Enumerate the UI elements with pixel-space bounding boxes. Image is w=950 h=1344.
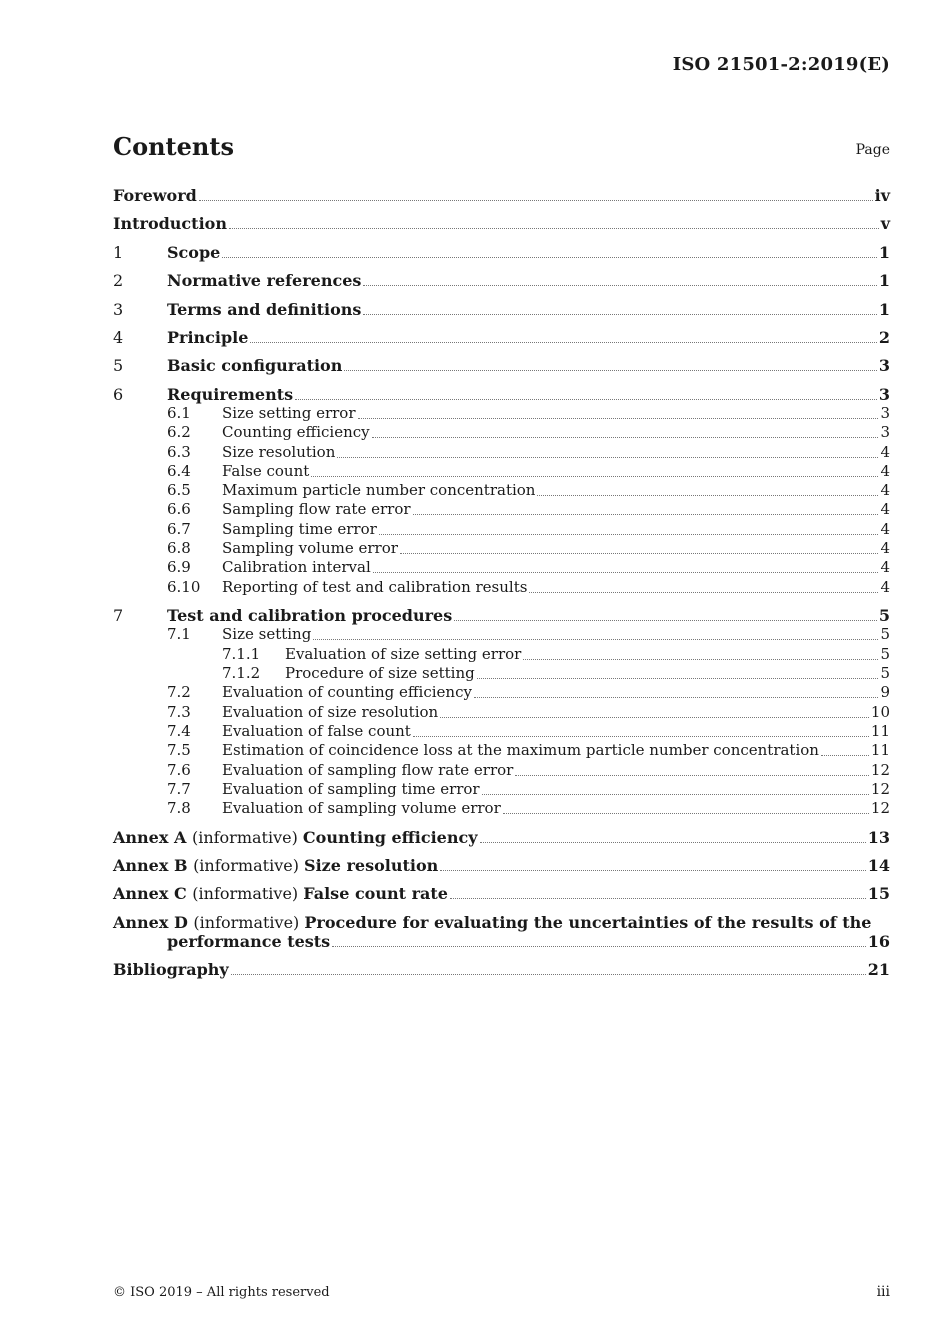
toc-entry-page: 1 bbox=[878, 300, 890, 319]
toc-entry-page: 4 bbox=[880, 578, 890, 596]
toc-entry-number: 7.3 bbox=[167, 703, 191, 721]
dot-leader bbox=[440, 716, 869, 718]
toc-entry-title: Evaluation of sampling flow rate error bbox=[222, 761, 514, 779]
toc-entry-title: Sampling flow rate error bbox=[222, 500, 411, 518]
dot-leader bbox=[379, 533, 879, 535]
annex-tag: (informative) bbox=[193, 856, 305, 875]
toc-entry[interactable] bbox=[113, 423, 890, 443]
dot-leader bbox=[199, 199, 873, 201]
toc-entry-number: 7.6 bbox=[167, 761, 191, 779]
annex-title: False count rate bbox=[303, 884, 448, 903]
toc-entry-title: Size resolution bbox=[222, 443, 336, 461]
dot-leader bbox=[222, 256, 877, 258]
dot-leader bbox=[450, 897, 866, 899]
dot-leader bbox=[363, 313, 876, 315]
toc-entry[interactable] bbox=[113, 884, 890, 904]
toc-entry-page: 3 bbox=[878, 356, 890, 375]
dot-leader bbox=[474, 696, 878, 698]
toc-entry-number: 4 bbox=[113, 328, 124, 347]
dot-leader bbox=[477, 677, 879, 679]
toc-entry[interactable] bbox=[113, 404, 890, 424]
toc-entry-title: Reporting of test and calibration results bbox=[222, 578, 528, 596]
dot-leader bbox=[337, 456, 878, 458]
toc-entry-number: 7.4 bbox=[167, 722, 191, 740]
toc-entry-number: 7.1.2 bbox=[222, 664, 261, 682]
toc-entry-number: 7.2 bbox=[167, 683, 191, 701]
dot-leader bbox=[229, 227, 879, 229]
dot-leader bbox=[400, 552, 879, 554]
toc-entry-number: 5 bbox=[113, 356, 124, 375]
toc-entry-title bbox=[113, 856, 438, 875]
toc-entry-title: performance tests bbox=[167, 932, 331, 951]
toc-entry-title: Normative references bbox=[167, 271, 362, 290]
toc-entry[interactable] bbox=[113, 703, 890, 723]
toc-entry[interactable] bbox=[113, 761, 890, 781]
annex-tag: (informative) bbox=[193, 913, 305, 932]
dot-leader bbox=[250, 341, 876, 343]
toc-entry[interactable] bbox=[113, 578, 890, 598]
toc-entry-number: 7.8 bbox=[167, 799, 191, 817]
toc-entry-page: 2 bbox=[878, 328, 890, 347]
toc-entry-page: 12 bbox=[870, 799, 890, 817]
toc-entry[interactable] bbox=[113, 481, 890, 501]
toc-entry-page: 5 bbox=[880, 645, 890, 663]
toc-entry-page: 12 bbox=[870, 761, 890, 779]
toc-entry-title: Basic configuration bbox=[167, 356, 343, 375]
toc-entry-title: Introduction bbox=[113, 214, 227, 233]
toc-entry[interactable] bbox=[113, 214, 890, 234]
toc-entry-title: False count bbox=[222, 462, 310, 480]
dot-leader bbox=[440, 869, 865, 871]
toc-entry-title: Estimation of coincidence loss at the maximum particle number concentration bbox=[222, 741, 819, 759]
toc-entry[interactable] bbox=[113, 186, 890, 206]
toc-entry-title: Evaluation of sampling volume error bbox=[222, 799, 501, 817]
page-column-label: Page bbox=[855, 142, 890, 158]
toc-entry-number: 6.4 bbox=[167, 462, 191, 480]
toc-entry-page: 3 bbox=[880, 423, 890, 441]
toc-entry-number: 6.10 bbox=[167, 578, 201, 596]
toc-entry[interactable] bbox=[113, 645, 890, 665]
toc-entry-number: 6.2 bbox=[167, 423, 191, 441]
toc-entry[interactable] bbox=[113, 500, 890, 520]
copyright-notice: © ISO 2019 – All rights reserved bbox=[113, 1285, 330, 1300]
toc-entry-title: Requirements bbox=[167, 385, 294, 404]
toc-entry-page: 5 bbox=[878, 606, 890, 625]
page-number: iii bbox=[876, 1284, 890, 1300]
toc-entry-title: Test and calibration procedures bbox=[167, 606, 453, 625]
toc-entry-title: Terms and definitions bbox=[167, 300, 362, 319]
toc-entry-page: 10 bbox=[870, 703, 890, 721]
toc-entry-number: 7.5 bbox=[167, 741, 191, 759]
toc-entry-page: 14 bbox=[867, 856, 890, 875]
toc-entry-number: 6.7 bbox=[167, 520, 191, 538]
dot-leader bbox=[372, 436, 879, 438]
toc-entry-title: Evaluation of counting efficiency bbox=[222, 683, 472, 701]
toc-entry[interactable] bbox=[113, 271, 890, 291]
toc-entry-title: Evaluation of false count bbox=[222, 722, 411, 740]
toc-entry-title: Principle bbox=[167, 328, 249, 347]
toc-entry-page: v bbox=[880, 214, 890, 233]
toc-entry-number: 6.1 bbox=[167, 404, 191, 422]
dot-leader bbox=[231, 973, 866, 975]
toc-entry[interactable] bbox=[113, 356, 890, 376]
toc-entry-number: 2 bbox=[113, 271, 124, 290]
toc-entry-title bbox=[113, 884, 448, 903]
toc-entry-number: 3 bbox=[113, 300, 124, 319]
annex-title: Size resolution bbox=[304, 856, 439, 875]
toc-entry-number: 6 bbox=[113, 385, 124, 404]
toc-entry-number: 6.8 bbox=[167, 539, 191, 557]
toc-entry-page: 3 bbox=[880, 404, 890, 422]
dot-leader bbox=[373, 571, 879, 573]
dot-leader bbox=[344, 369, 877, 371]
dot-leader bbox=[313, 638, 878, 640]
toc-entry[interactable] bbox=[113, 243, 890, 263]
toc-entry-title: Sampling time error bbox=[222, 520, 377, 538]
toc-entry-title bbox=[113, 828, 478, 847]
toc-entry-number: 6.6 bbox=[167, 500, 191, 518]
toc-entry-title bbox=[113, 913, 871, 932]
toc-entry-title: Evaluation of size setting error bbox=[285, 645, 522, 663]
toc-entry-page: 15 bbox=[867, 884, 890, 903]
toc-entry[interactable] bbox=[113, 462, 890, 482]
annex-title: Procedure for evaluating the uncertainties of the results of the bbox=[304, 913, 872, 932]
toc-entry-page: 13 bbox=[867, 828, 890, 847]
toc-entry-page: 16 bbox=[867, 932, 890, 951]
toc-entry-page: 21 bbox=[867, 960, 890, 979]
annex-label: Annex D bbox=[113, 913, 194, 932]
dot-leader bbox=[363, 284, 876, 286]
dot-leader bbox=[482, 793, 869, 795]
toc-entry-number: 1 bbox=[113, 243, 124, 262]
toc-entry[interactable] bbox=[113, 683, 890, 703]
toc-entry-title: Calibration interval bbox=[222, 558, 371, 576]
dot-leader bbox=[454, 619, 877, 621]
toc-entry-title: Counting efficiency bbox=[222, 423, 370, 441]
toc-entry-page: 11 bbox=[870, 741, 890, 759]
toc-entry-continuation[interactable] bbox=[113, 932, 890, 952]
toc-entry-number: 7 bbox=[113, 606, 124, 625]
toc-entry-title: Evaluation of sampling time error bbox=[222, 780, 480, 798]
toc-entry-page: 5 bbox=[880, 664, 890, 682]
toc-entry-page: 9 bbox=[880, 683, 890, 701]
toc-entry-number: 7.1 bbox=[167, 625, 191, 643]
annex-tag: (informative) bbox=[192, 884, 304, 903]
toc-entry[interactable] bbox=[113, 539, 890, 559]
toc-entry-page: 1 bbox=[878, 243, 890, 262]
toc-entry-title: Foreword bbox=[113, 186, 197, 205]
toc-entry-title: Maximum particle number concentration bbox=[222, 481, 536, 499]
toc-entry-title: Sampling volume error bbox=[222, 539, 398, 557]
toc-entry-page: 4 bbox=[880, 462, 890, 480]
toc-entry-title: Scope bbox=[167, 243, 221, 262]
dot-leader bbox=[537, 494, 878, 496]
toc-entry-number: 6.5 bbox=[167, 481, 191, 499]
dot-leader bbox=[515, 774, 869, 776]
toc-entry[interactable] bbox=[113, 741, 890, 761]
toc-entry-title: Size setting error bbox=[222, 404, 356, 422]
dot-leader bbox=[529, 591, 878, 593]
toc-entry[interactable] bbox=[113, 443, 890, 463]
toc-entry[interactable] bbox=[113, 799, 890, 819]
toc-entry[interactable] bbox=[113, 856, 890, 876]
dot-leader bbox=[503, 812, 869, 814]
toc-entry-title: Size setting bbox=[222, 625, 312, 643]
dot-leader bbox=[480, 841, 866, 843]
toc-entry[interactable] bbox=[113, 625, 890, 645]
annex-tag: (informative) bbox=[191, 828, 303, 847]
toc-entry[interactable] bbox=[113, 385, 890, 405]
toc-entry[interactable] bbox=[113, 606, 890, 626]
toc-entry[interactable] bbox=[113, 913, 890, 933]
toc-entry[interactable] bbox=[113, 664, 890, 684]
toc-entry-page: 11 bbox=[870, 722, 890, 740]
dot-leader bbox=[523, 658, 878, 660]
annex-label: Annex C bbox=[113, 884, 193, 903]
annex-label: Annex A bbox=[113, 828, 192, 847]
dot-leader bbox=[311, 475, 878, 477]
dot-leader bbox=[413, 513, 879, 515]
toc-entry-title: Evaluation of size resolution bbox=[222, 703, 439, 721]
dot-leader bbox=[358, 417, 879, 419]
dot-leader bbox=[295, 398, 877, 400]
toc-entry-page: 4 bbox=[880, 520, 890, 538]
contents-heading: Contents bbox=[113, 132, 234, 161]
toc-entry[interactable] bbox=[113, 558, 890, 578]
toc-entry-page: 5 bbox=[880, 625, 890, 643]
toc-entry[interactable] bbox=[113, 300, 890, 320]
toc-entry-title: Procedure of size setting bbox=[285, 664, 475, 682]
toc-entry[interactable] bbox=[113, 780, 890, 800]
toc-entry-page: iv bbox=[874, 186, 890, 205]
toc-entry-page: 4 bbox=[880, 539, 890, 557]
toc-entry[interactable] bbox=[113, 828, 890, 848]
annex-title: Counting efficiency bbox=[302, 828, 478, 847]
toc-entry-page: 12 bbox=[870, 780, 890, 798]
toc-entry-page: 1 bbox=[878, 271, 890, 290]
document-id: ISO 21501-2:2019(E) bbox=[672, 54, 890, 75]
dot-leader bbox=[821, 754, 869, 756]
dot-leader bbox=[332, 945, 866, 947]
toc-entry-title: Bibliography bbox=[113, 960, 229, 979]
toc-entry-number: 6.9 bbox=[167, 558, 191, 576]
toc-entry-number: 7.1.1 bbox=[222, 645, 261, 663]
toc-entry-page: 4 bbox=[880, 481, 890, 499]
toc-entry-number: 6.3 bbox=[167, 443, 191, 461]
toc-entry[interactable] bbox=[113, 722, 890, 742]
toc-entry-page: 4 bbox=[880, 443, 890, 461]
toc-entry[interactable] bbox=[113, 328, 890, 348]
toc-entry[interactable] bbox=[113, 960, 890, 980]
toc-entry-number: 7.7 bbox=[167, 780, 191, 798]
toc-entry-page: 3 bbox=[878, 385, 890, 404]
toc-entry-page: 4 bbox=[880, 558, 890, 576]
dot-leader bbox=[413, 735, 869, 737]
toc-entry-page: 4 bbox=[880, 500, 890, 518]
annex-label: Annex B bbox=[113, 856, 194, 875]
toc-entry[interactable] bbox=[113, 520, 890, 540]
